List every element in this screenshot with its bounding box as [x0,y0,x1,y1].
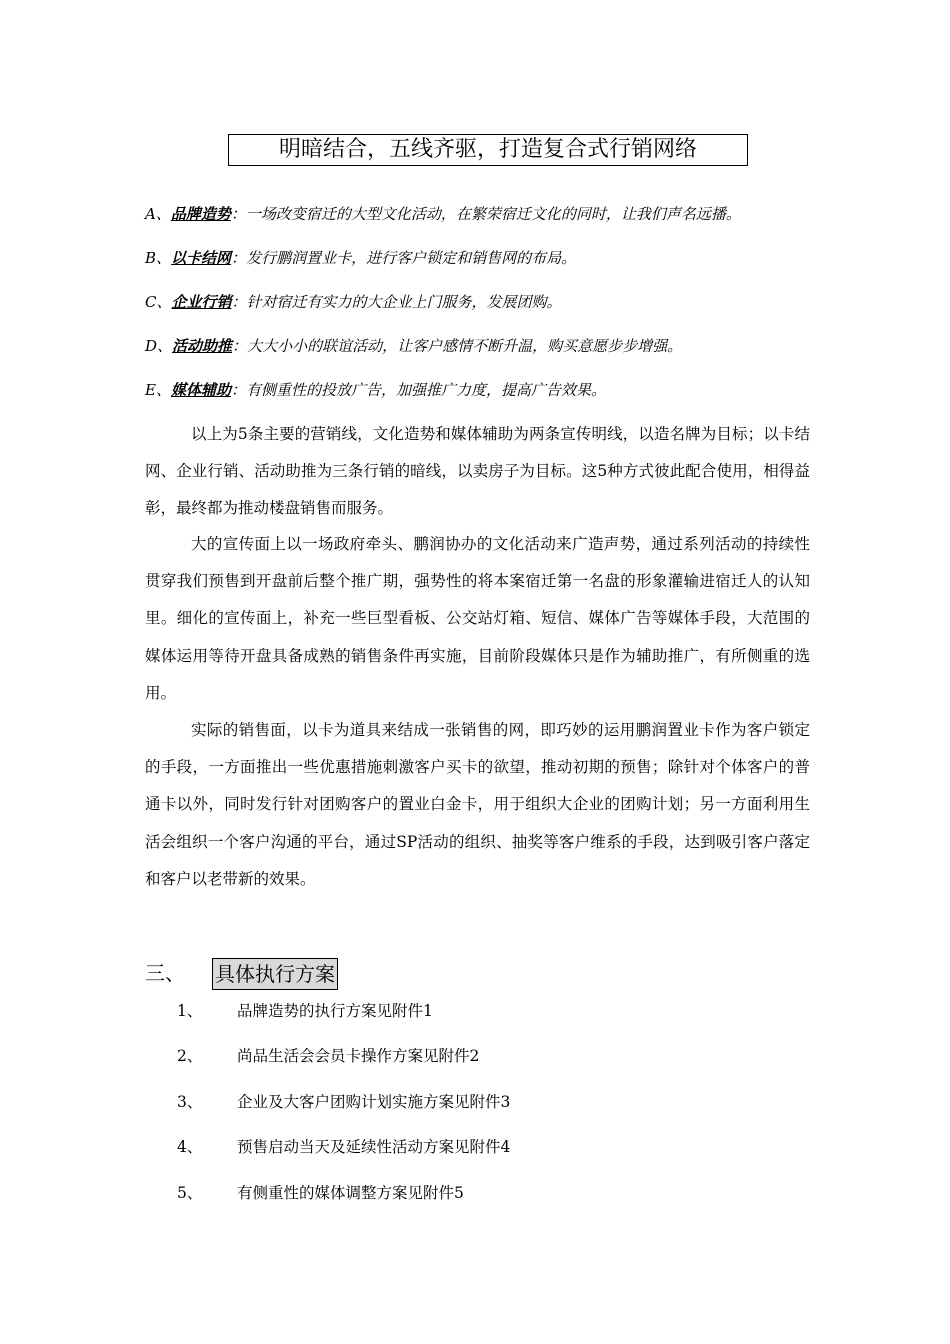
strategy-line-b [145,247,576,269]
strategy-sep: ： [231,249,247,267]
section-number: 三、 [145,961,185,985]
strategy-sep: ： [230,381,246,399]
strategy-prefix: D、 [145,337,173,355]
strategy-prefix: B、 [145,249,172,267]
strategy-sep: ： [232,337,248,355]
paragraph-sales: 实际的销售面，以卡为道具来结成一张销售的网，即巧妙的运用鹏润置业卡作为客户锁定的手段，一方面推出一些优惠措施刺激客户买卡的欲望，推动初期的预售；除针对个体客户的普通卡以外，同时发行针对团购客户的置业白金卡，用于组织大企业的团购计划；另一方面利用生活会组织一个客户沟通的平台，通过SP活动的组织、抽奖等客户维系的手段，达到吸引客户落定和客户以老带新的效果。 [145,721,810,888]
list-item-number: 1、 [177,1002,203,1020]
strategy-key: 以卡结网 [171,249,232,267]
list-item-number: 4、 [177,1138,203,1156]
list-item-text: 尚品生活会会员卡操作方案见附件2 [237,1047,480,1065]
list-item-number: 3、 [177,1093,203,1111]
strategy-prefix: E、 [145,381,171,399]
strategy-sep: ： [230,205,246,223]
document-title: 明暗结合，五线齐驱，打造复合式行销网络 [228,134,748,166]
strategy-key: 企业行销 [171,293,232,311]
strategy-line-d [145,335,682,357]
strategy-desc: 针对宿迁有实力的大企业上门服务，发展团购。 [246,293,562,311]
strategy-line-a [145,203,741,225]
strategy-desc: 大大小小的联谊活动，让客户感情不断升温，购买意愿步步增强。 [247,337,683,355]
strategy-key: 活动助推 [172,337,233,355]
strategy-key: 品牌造势 [170,205,231,223]
strategy-prefix: C、 [145,293,172,311]
paragraph-publicity: 大的宣传面上以一场政府牵头、鹏润协办的文化活动来广造声势，通过系列活动的持续性贯穿我们预售到开盘前后整个推广期，强势性的将本案宿迁第一名盘的形象灌输进宿迁人的认知里。细化的宣传面上，补充一些巨型看板、公交站灯箱、短信、媒体广告等媒体手段，大范围的媒体运用等待开盘具备成熟的销售条件再实施，目前阶段媒体只是作为辅助推广，有所侧重的选用。 [145,535,810,702]
strategy-sep: ： [231,293,247,311]
strategy-prefix: A、 [145,205,171,223]
list-item-text: 企业及大客户团购计划实施方案见附件3 [237,1093,511,1111]
list-item-text: 品牌造势的执行方案见附件1 [237,1002,433,1020]
strategy-desc: 一场改变宿迁的大型文化活动，在繁荣宿迁文化的同时，让我们声名远播。 [245,205,741,223]
paragraph-summary: 以上为5条主要的营销线，文化造势和媒体辅助为两条宣传明线，以造名牌为目标；以卡结网、企业行销、活动助推为三条行销的暗线，以卖房子为目标。这5种方式彼此配合使用，相得益彰，最终都为推动楼盘销售而服务。 [145,425,810,518]
strategy-line-c [145,291,562,313]
strategy-desc: 有侧重性的投放广告，加强推广力度，提高广告效果。 [245,381,606,399]
list-item-text: 预售启动当天及延续性活动方案见附件4 [237,1138,511,1156]
strategy-key: 媒体辅助 [170,381,231,399]
section-title: 具体执行方案 [212,958,338,990]
strategy-line-e [145,379,606,401]
strategy-desc: 发行鹏润置业卡，进行客户锁定和销售网的布局。 [246,249,577,267]
list-item-number: 2、 [177,1047,203,1065]
list-item-text: 有侧重性的媒体调整方案见附件5 [237,1184,464,1202]
list-item-number: 5、 [177,1184,203,1202]
